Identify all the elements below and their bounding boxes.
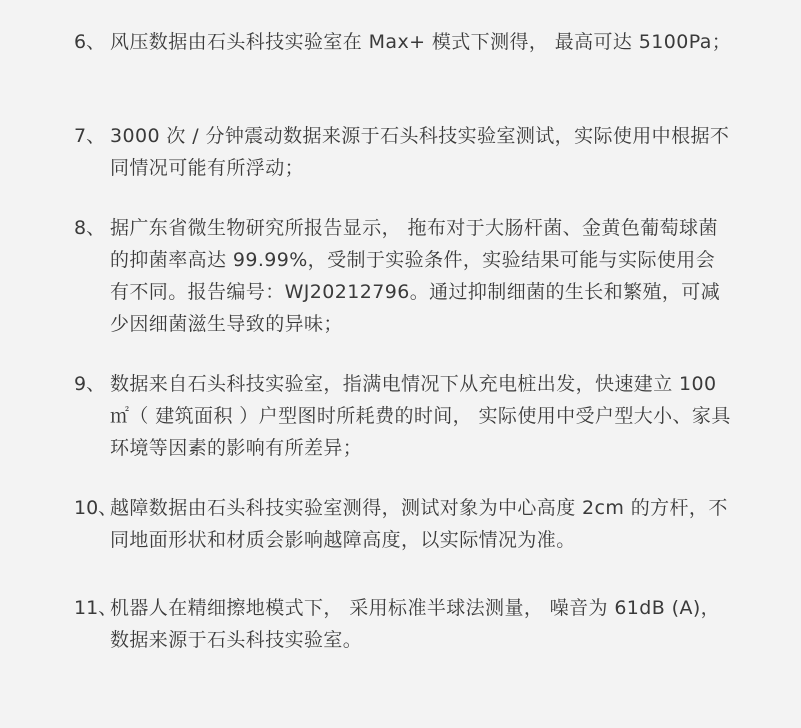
footnote-number: 11、 bbox=[74, 597, 118, 619]
footnote-number: 9、 bbox=[74, 373, 106, 395]
footnote-text: 据广东省微生物研究所报告显示， 拖布对于大肠杆菌、金黄色葡萄球菌的抑菌率高达 99.99%，受制于实验条件，实验结果可能与实际使用会有不同。报告编号：WJ20212796。通过抑制细菌的生长和繁殖，可减少因细菌滋生导致的异味； bbox=[110, 217, 721, 335]
footnote-text: 机器人在精细擦地模式下， 采用标准半球法测量， 噪音为 61dB (A)，数据来源于石头科技实验室。 bbox=[110, 597, 721, 651]
footnote-number: 7、 bbox=[74, 125, 106, 147]
footnote-8 bbox=[74, 212, 734, 340]
footnote-7 bbox=[74, 120, 734, 184]
footnote-text: 风压数据由石头科技实验室在 Max+ 模式下测得， 最高可达 5100Pa； bbox=[110, 31, 732, 53]
footnote-11 bbox=[74, 592, 734, 656]
footnote-number: 6、 bbox=[74, 31, 106, 53]
footnote-10 bbox=[74, 492, 734, 556]
footnote-6 bbox=[74, 26, 734, 58]
footnote-text: 越障数据由石头科技实验室测得，测试对象为中心高度 2cm 的方杆，不同地面形状和材质会影响越障高度，以实际情况为准。 bbox=[110, 497, 728, 551]
footnote-9 bbox=[74, 368, 734, 464]
footnote-number: 10、 bbox=[74, 497, 118, 519]
footnote-number: 8、 bbox=[74, 217, 106, 239]
footnote-text: 数据来自石头科技实验室，指满电情况下从充电桩出发，快速建立 100 ㎡（ 建筑面积 ）户型图时所耗费的时间， 实际使用中受户型大小、家具环境等因素的影响有所差异； bbox=[110, 373, 731, 459]
footnote-text: 3000 次 / 分钟震动数据来源于石头科技实验室测试，实际使用中根据不同情况可能有所浮动； bbox=[110, 125, 730, 179]
